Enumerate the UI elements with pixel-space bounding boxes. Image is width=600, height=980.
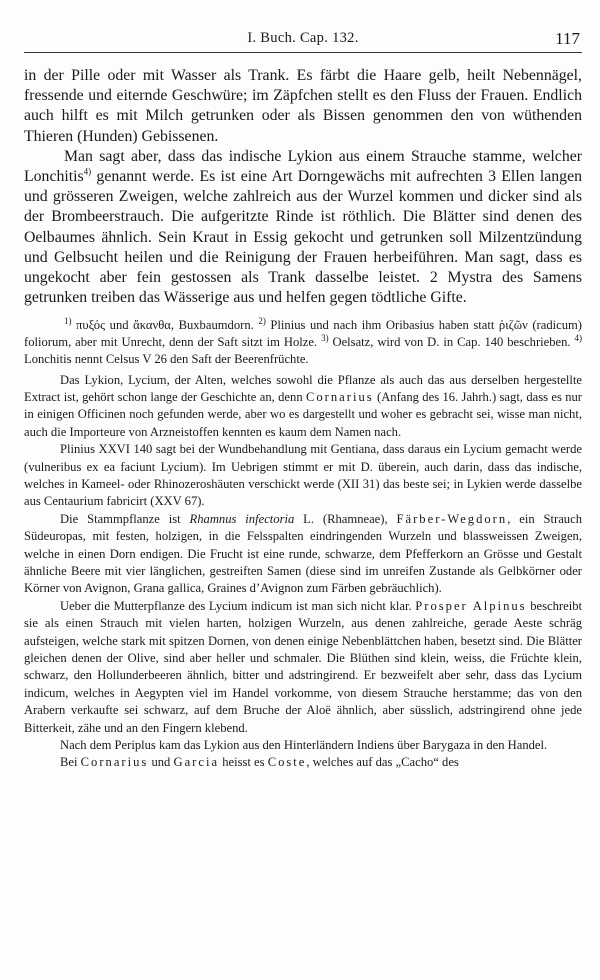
commentary-paragraph-4 xyxy=(24,598,582,737)
running-header xyxy=(24,30,582,53)
footnote-mark-1: 1) xyxy=(64,316,72,327)
commentary-6-part-b: und xyxy=(148,755,174,770)
main-paragraph-2-part-b: genannt werde. Es ist eine Art Dorngewächs mit aufrechten 3 Ellen langen und grösseren Zweigen, welche zahlreich aus der Wurzel kommen und dicker sind als der Brombeerstrauch. Die aufgeritzte Rinde ist röthlich. Die Blätter sind denen des Oelbaumes ähnlich. Sein Kraut in Essig gekocht und getrunken soll Milzentzündung und Gelbsucht heilen und die Reinigung der Frauen herbeiführen. Man sagt, dass es ungekocht aber fein gestossen als Trank dasselbe leistet. 2 Mystra des Samens getrunken treiben das Wässerige aus und helfen gegen tödtliche Gifte. xyxy=(24,168,582,307)
footnote-mark-3: 3) xyxy=(321,332,329,343)
commentary-4-part-b: beschreibt sie als einen Strauch mit vielen harten, holzigen Wurzeln, aus denen zahlreiche, gerade Aeste schräg aufsteigen, welche stark mit spitzen Dornen, von denen einige Nebenblättchen haben, besetzt sind. Die Blätter gleichen denen der Olive, sind aber heller und schmaler. Die Blüthen sind klein, weiss, die Früchte klein, schwarz, den Hollunderbeeren ähnlich, bitter und adstringirend. Er bezweifelt aber sehr, dass das Lycium indicum, welches in Aegypten viel im Handel vorkomme, von diesem Strauche herstamme; das von den Arabern verkaufte sei schwarz, auf dem Bruche der Aloë ähnlich, aber süsslich, adstringirend ohne jede Bitterkeit, zähe und an den Fingern klebend. xyxy=(24,598,582,735)
commentary xyxy=(24,372,582,772)
page-body xyxy=(24,66,582,772)
commentary-paragraph-6 xyxy=(24,754,582,771)
commentary-1-part-a: Das Lykion, Lycium, der Alten, welches sowohl die Pflanze als auch das aus derselben hergestellte Extract ist, gehört schon lange der Geschichte an, denn xyxy=(24,372,582,404)
commentary-3-part-c: , ein Strauch Südeuropas, mit festen, holzigen, in die Felsspalten eindringenden Wurzeln und blassweissen Zweigen, welche in einen Dorn endigen. Die Frucht ist eine runde, schwarze, dem Pfefferkorn an Grösse und Gestalt ähnliche Beere mit vier länglichen, gestreiften Samen (diese sind im unreifen Zustande als Gelbkörner oder Körner von Avignon, Grana gallica, Graines d’Avignon zum Färben gebräuchlich). xyxy=(24,511,582,596)
commentary-6-part-d: , welches auf das „Cacho“ des xyxy=(306,755,459,770)
commentary-paragraph-1 xyxy=(24,372,582,442)
footnotes xyxy=(24,317,582,367)
commentary-paragraph-2: Plinius XXVI 140 sagt bei der Wundbehandlung mit Gentiana, dass daraus ein Lycium gemacht werde (vulneribus ex ea faciunt Lycium). Im Uebrigen stimmt er mit D. überein, auch darin, dass das indische, welches in Kameel- oder Rhinozeroshäuten verschickt werde (XII 31) das beste sei; in Lykien werde dasselbe aus Centaurium fabricirt (XXV 67). xyxy=(24,442,582,509)
author-name-cornarius-2: Cornarius xyxy=(80,755,149,770)
author-name-prosper-alpinus: Prosper Alpinus xyxy=(415,598,527,613)
footnote-1: πυξός und ἄκανθα, Buxbaumdorn. xyxy=(71,318,259,333)
footnote-block xyxy=(24,317,582,367)
footnote-mark-2: 2) xyxy=(258,316,266,327)
commentary-6-part-c: heisst es xyxy=(219,755,268,770)
author-name-garcia: Garcia xyxy=(173,755,220,770)
footnote-mark-4: 4) xyxy=(574,332,582,343)
main-paragraph-2-part-a: Man sagt aber, dass das indische Lykion aus einem Strauche stamme, welcher Lonchitis xyxy=(24,147,582,186)
commentary-1-part-b: (Anfang des 16. Jahrh.) sagt, dass es nur in einigen Officinen noch gefunden werde, aber wo es dargestellt und woher es gebracht sei, wisse man nicht, auch die Importeure von Arzneistoffen kennten es kaum dem Namen nach. xyxy=(24,389,582,439)
commentary-3-part-a: Die Stammpflanze ist xyxy=(60,511,190,526)
species-name: Rhamnus infectoria xyxy=(189,511,295,526)
footnote-2: Plinius und nach ihm Oribasius haben statt ῥιζῶν (radicum) foliorum, aber mit Unrecht, denn der Saft sitzt im Holze. xyxy=(24,318,582,350)
author-name-cornarius: Cornarius xyxy=(305,389,374,404)
page-number: 117 xyxy=(555,29,580,48)
commentary-4-part-a: Ueber die Mutterpflanze des Lycium indicum ist man sich nicht klar. xyxy=(60,598,416,613)
term-coste: Coste xyxy=(267,755,307,770)
commentary-3-part-b: L. (Rhamneae), xyxy=(294,511,397,526)
main-text xyxy=(24,66,582,308)
running-title: I. Buch. Cap. 132. xyxy=(247,30,359,46)
footnote-4: Lonchitis nennt Celsus V 26 den Saft der Beerenfrüchte. xyxy=(24,351,309,366)
main-paragraph-1: in der Pille oder mit Wasser als Trank. Es färbt die Haare gelb, heilt Nebennägel, fressende und eiternde Geschwüre; im Zäpfchen stellt es den Fluss der Frauen. Endlich auch hilft es mit Milch getrunken oder als Bissen genommen den von wüthenden Thieren (Hunden) Gebissenen. xyxy=(24,67,582,145)
common-name: Färber-Wegdorn xyxy=(396,511,508,526)
commentary-paragraph-5: Nach dem Periplus kam das Lykion aus den Hinterländern Indiens über Barygaza in den Handel. xyxy=(60,738,548,753)
commentary-paragraph-3 xyxy=(24,511,582,598)
commentary-6-part-a: Bei xyxy=(60,755,81,770)
footnote-ref-4: 4) xyxy=(83,166,92,177)
main-paragraph-2 xyxy=(24,147,582,309)
footnote-3: Oelsatz, wird von D. in Cap. 140 beschrieben. xyxy=(328,335,575,350)
